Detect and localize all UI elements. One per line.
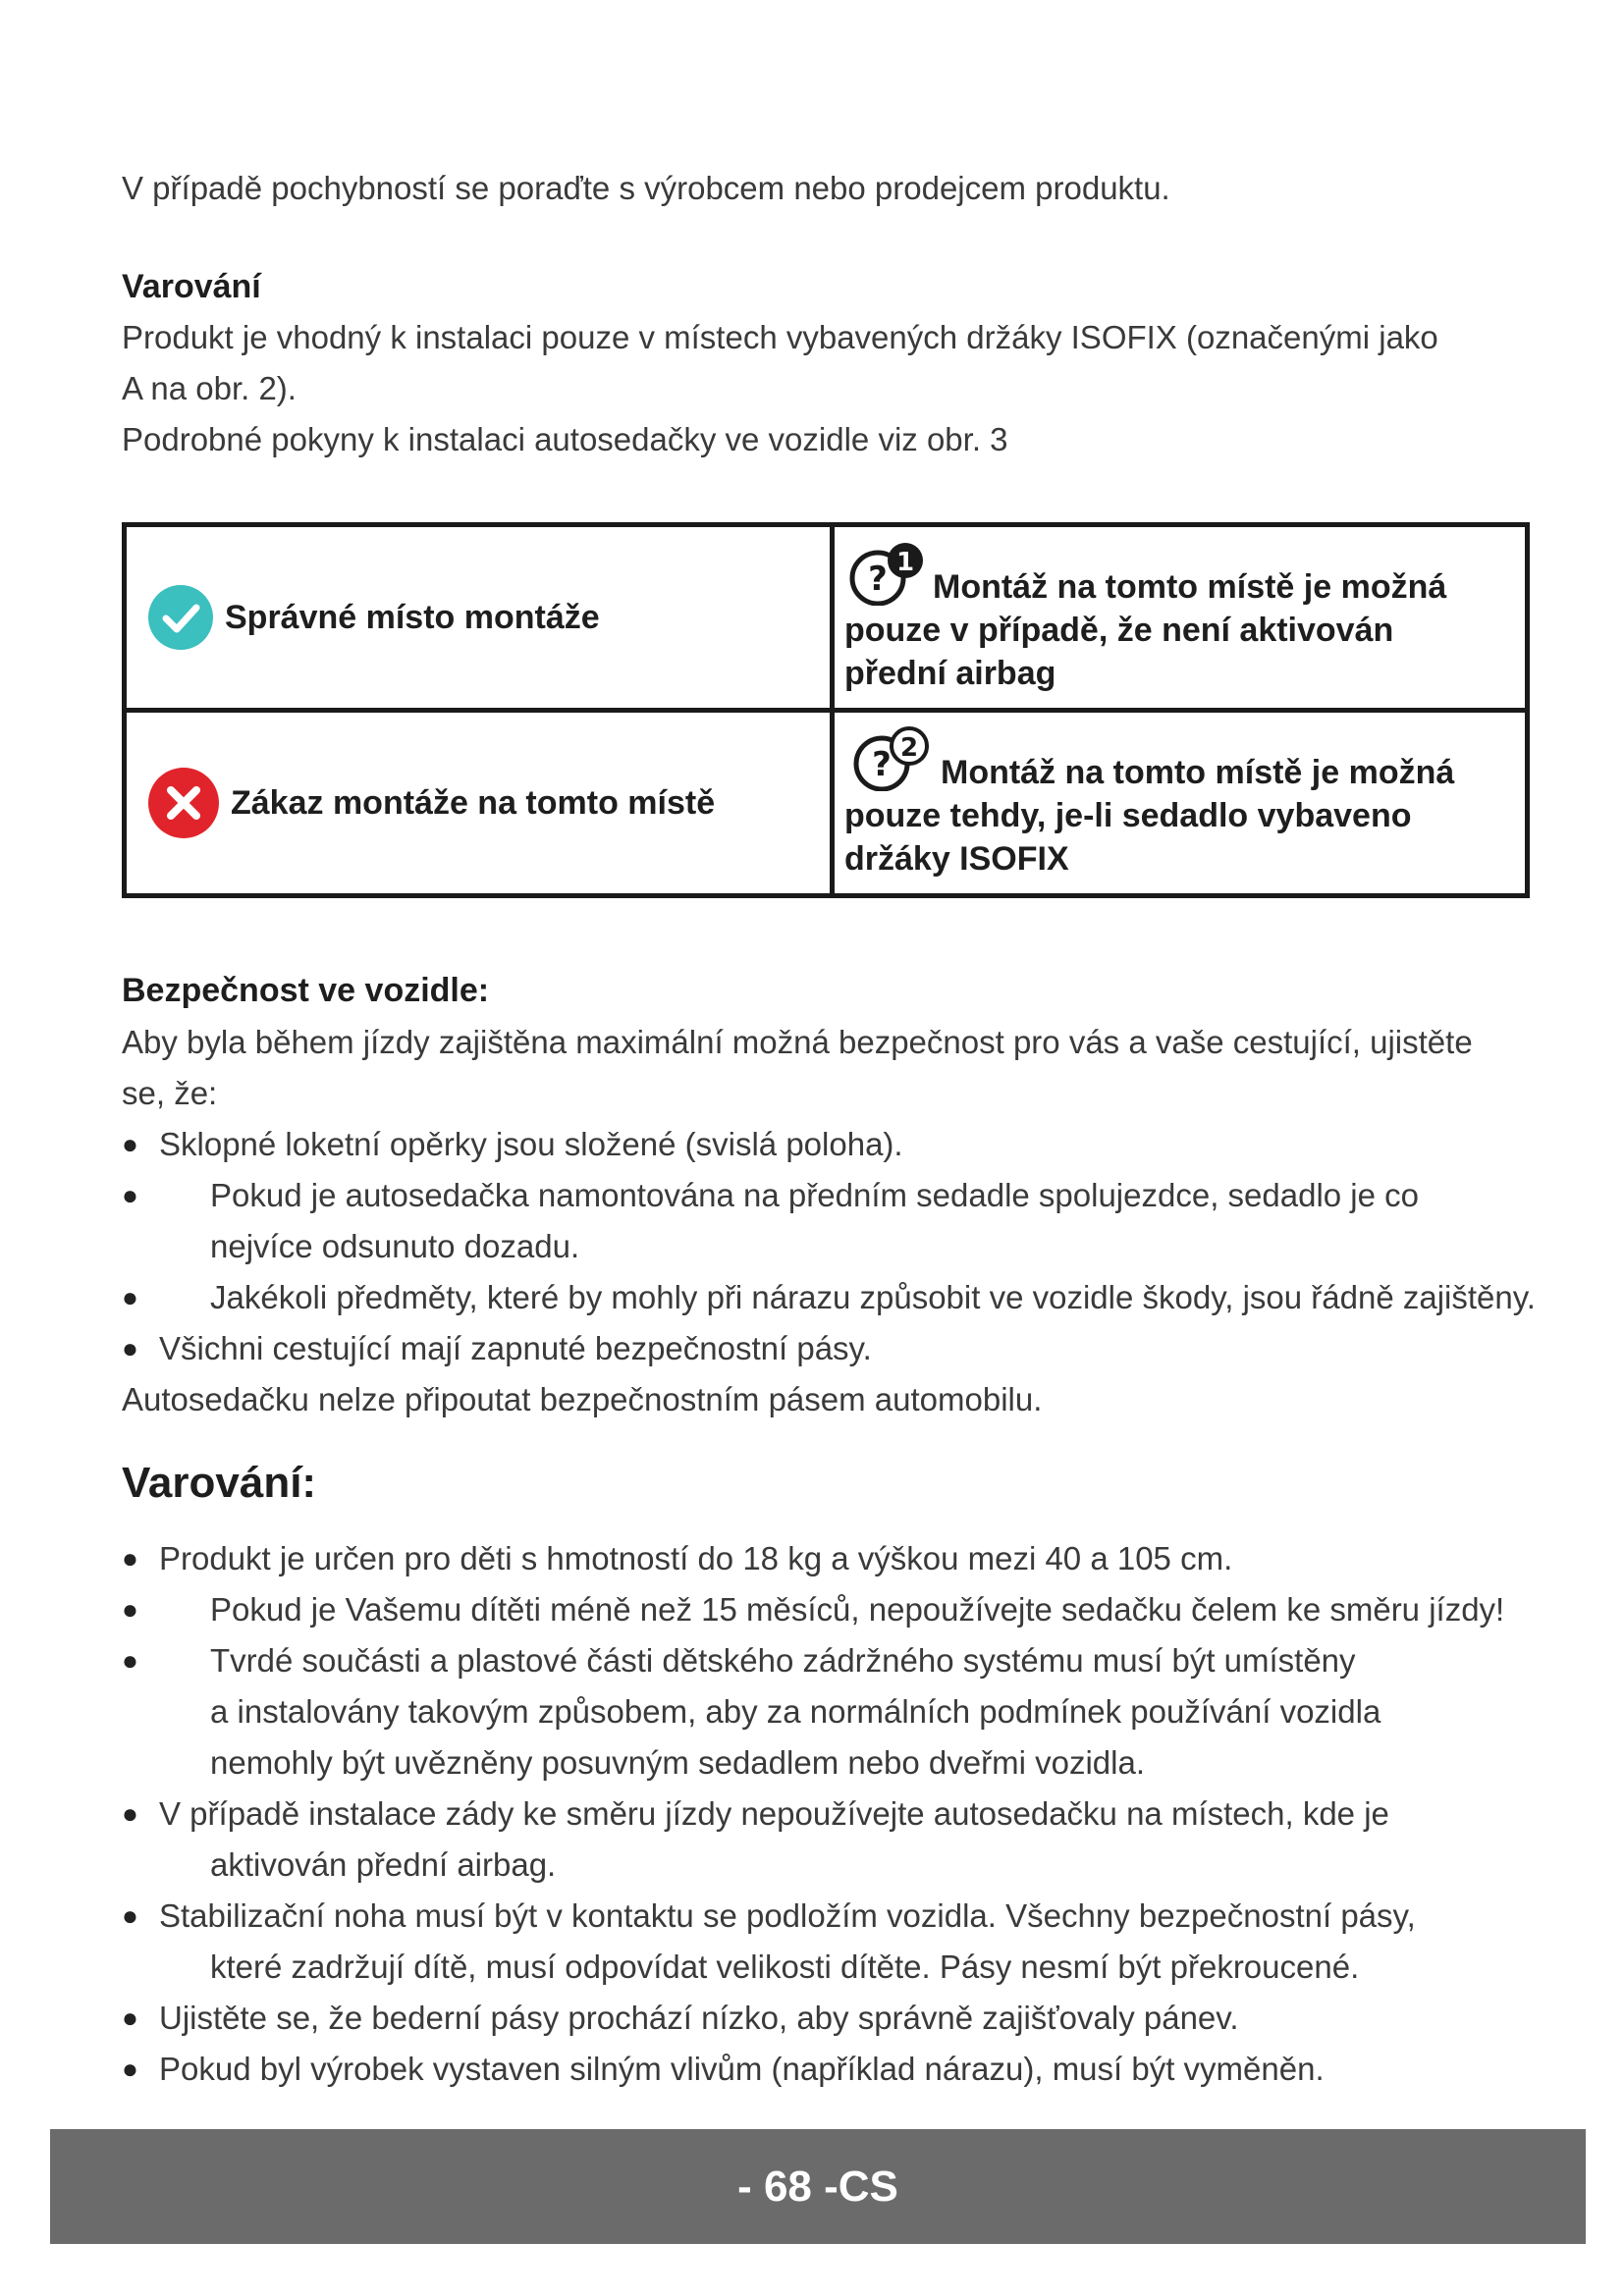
bullet-icon: ● <box>122 1282 138 1312</box>
condition-1-number: 1 <box>895 547 915 577</box>
list-item-text: nemohly být uvězněny posuvným sedadlem nebo dveřmi vozidla. <box>210 1744 1146 1781</box>
list-item-text: a instalovány takovým způsobem, aby za normálních podmínek používání vozidla <box>210 1693 1381 1730</box>
legend-ok-label: Správné místo montáže <box>225 598 600 636</box>
legend-cell-ok <box>125 525 833 711</box>
list-item-text: Pokud je Vašemu dítěti méně než 15 měsíců, nepoužívejte sedačku čelem ke směru jízdy! <box>210 1591 1505 1628</box>
list-item-text: Stabilizační noha musí být v kontaktu se podložím vozidla. Všechny bezpečnostní pásy, <box>159 1897 1416 1934</box>
question-condition-2-icon <box>844 726 935 791</box>
warning-2-heading: Varování: <box>122 1459 317 1507</box>
warning-line-2: A na obr. 2). <box>122 370 297 406</box>
warning-line-3: Podrobné pokyny k instalaci autosedačky ve vozidle viz obr. 3 <box>122 421 1008 457</box>
legend-forbidden-label: Zákaz montáže na tomto místě <box>231 783 716 822</box>
condition-1-line-1: Montáž na tomto místě je možná <box>933 567 1447 606</box>
page-footer <box>50 2129 1586 2244</box>
list-item-text: Ujistěte se, že bederní pásy prochází nízko, aby správně zajišťovaly pánev. <box>159 2000 1239 2036</box>
warning-line-1: Produkt je vhodný k instalaci pouze v místech vybavených držáky ISOFIX (označenými jako <box>122 319 1438 355</box>
condition-2-line-3: držáky ISOFIX <box>844 839 1069 878</box>
page-number: - 68 -CS <box>737 2162 898 2211</box>
list-item-text: které zadržují dítě, musí odpovídat velikosti dítěte. Pásy nesmí být překroucené. <box>210 1949 1360 1985</box>
safety-intro-line-1: Aby byla během jízdy zajištěna maximální možná bezpečnost pro vás a vaše cestující, ujistěte <box>122 1024 1473 1060</box>
svg-text:?: ? <box>872 744 892 784</box>
warning-heading: Varování <box>122 268 261 305</box>
condition-2-line-1: Montáž na tomto místě je možná <box>941 753 1455 791</box>
bullet-icon: ● <box>122 1543 138 1574</box>
bullet-icon: ● <box>122 1645 138 1676</box>
condition-2-line-2: pouze tehdy, je-li sedadlo vybaveno <box>844 796 1412 834</box>
bullet-icon: ● <box>122 1129 138 1159</box>
bullet-icon: ● <box>122 2054 138 2084</box>
condition-1-line-3: přední airbag <box>844 654 1056 692</box>
intro-paragraph: V případě pochybností se poraďte s výrobcem nebo prodejcem produktu. <box>122 170 1170 206</box>
legend-cell-forbidden <box>125 711 833 896</box>
list-item-text: Tvrdé součásti a plastové části dětského zádržného systému musí být umístěny <box>210 1642 1356 1679</box>
bullet-icon: ● <box>122 1333 138 1363</box>
list-item-text: V případě instalace zády ke směru jízdy nepoužívejte autosedačku na místech, kde je <box>159 1795 1389 1832</box>
list-item-text: nejvíce odsunuto dozadu. <box>210 1228 580 1264</box>
list-item-text: aktivován přední airbag. <box>210 1846 557 1883</box>
safety-outro: Autosedačku nelze připoutat bezpečnostním pásem automobilu. <box>122 1381 1043 1417</box>
bullet-icon: ● <box>122 1180 138 1210</box>
bullet-icon: ● <box>122 1798 138 1829</box>
safety-heading: Bezpečnost ve vozidle: <box>122 972 490 1009</box>
list-item-text: Pokud je autosedačka namontována na předním sedadle spolujezdce, sedadlo je co <box>210 1177 1420 1213</box>
bullet-icon: ● <box>122 1594 138 1625</box>
list-item-text: Sklopné loketní opěrky jsou složené (svislá poloha). <box>159 1126 903 1162</box>
svg-text:?: ? <box>868 559 888 599</box>
installation-legend-table <box>122 522 1530 898</box>
legend-cell-condition-1 <box>833 525 1528 711</box>
bullet-icon: ● <box>122 1900 138 1931</box>
bullet-icon: ● <box>122 2002 138 2033</box>
forbidden-x-icon <box>146 766 221 840</box>
condition-2-number: 2 <box>899 732 919 763</box>
legend-cell-condition-2 <box>833 711 1528 896</box>
question-condition-1-icon <box>844 541 927 606</box>
list-item-text: Produkt je určen pro děti s hmotností do 18 kg a výškou mezi 40 a 105 cm. <box>159 1540 1233 1576</box>
safety-intro-line-2: se, že: <box>122 1075 218 1111</box>
check-circle-icon <box>146 583 215 652</box>
list-item-text: Všichni cestující mají zapnuté bezpečnostní pásy. <box>159 1330 872 1366</box>
list-item-text: Pokud byl výrobek vystaven silným vlivům (například nárazu), musí být vyměněn. <box>159 2051 1325 2087</box>
condition-1-line-2: pouze v případě, že není aktivován <box>844 611 1394 649</box>
list-item-text: Jakékoli předměty, které by mohly při nárazu způsobit ve vozidle škody, jsou řádně zajištěny. <box>210 1279 1536 1315</box>
